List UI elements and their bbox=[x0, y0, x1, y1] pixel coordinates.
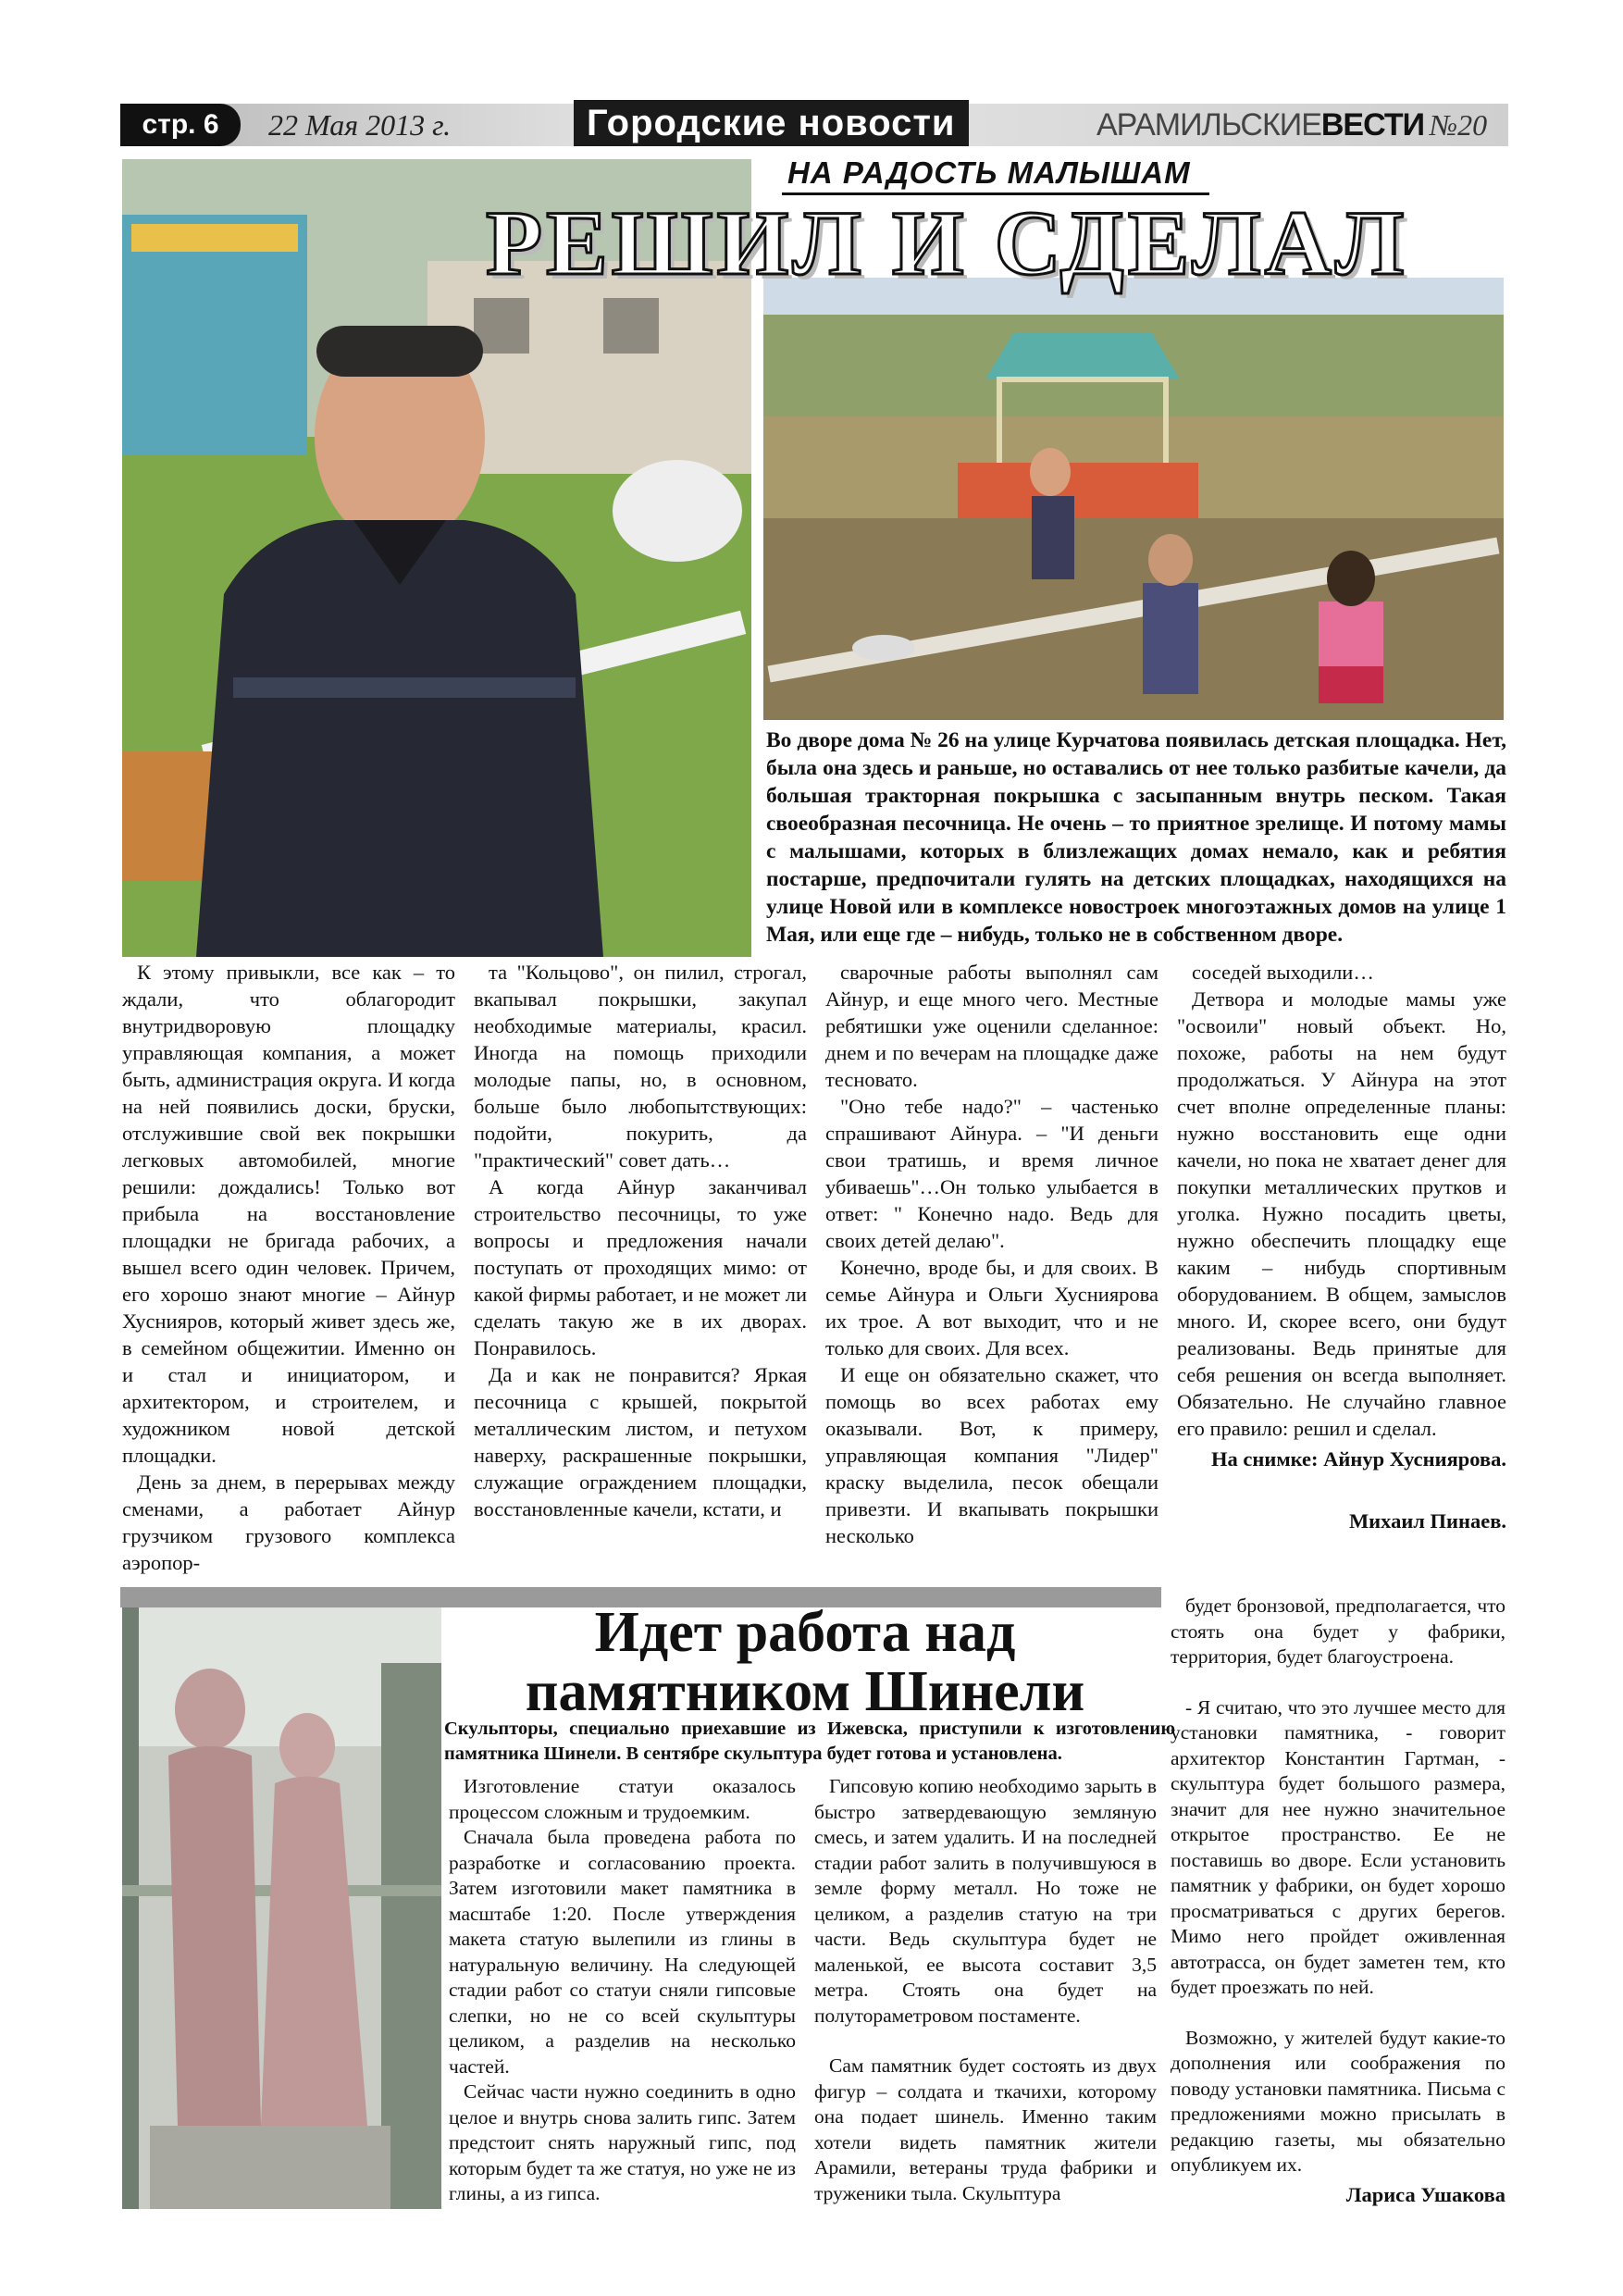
issue-number: №20 bbox=[1430, 108, 1488, 142]
headline-line-1: Идет работа над bbox=[594, 1601, 1016, 1664]
issue-date: 22 Мая 2013 г. bbox=[268, 108, 452, 142]
paragraph: И еще он обязательно скажет, что помощь во всех работах ему оказывали. Вот, к примеру, управляющая компания "Лидер" краску выделила, песок обещали привезти. И вкапывать покрышки несколько bbox=[825, 1363, 1158, 1547]
article2-column-2 bbox=[814, 1774, 1157, 2206]
paragraph: Изготовление статуи оказалось процессом сложным и трудоемким. bbox=[449, 1775, 796, 1823]
author-signature: Михаил Пинаев. bbox=[1348, 1509, 1506, 1533]
page-number: стр. 6 bbox=[120, 104, 241, 146]
paragraph: Детвора и молодые мамы уже "освоили" новый объект. Но, похоже, работы на нем будут продолжаться. У Айнура на этот счет вполне определенные планы: нужно восстановить еще одни качели, но пока не хватает денег для покупки металлических прутков и уголка. Нужно посадить цветы, нужно обеспечить площадку еще каким – нибудь спортивным оборудованием. В общем, замыслов много. И, скорее всего, они будут реализованы. Ведь принятые для себя решения он всегда выполняет. Обязательно. Не случайно главное его правило: решил и сделал. bbox=[1177, 987, 1506, 1440]
photo-playground bbox=[763, 278, 1504, 720]
article1-column-2 bbox=[474, 959, 807, 1522]
paragraph: Возможно, у жителей будут какие-то дополнения или соображения по поводу установки памятника. Письма с предложениями можно присылать в редакцию газеты, мы обязательно опубликуем их. bbox=[1171, 2026, 1505, 2176]
headline-line-2: памятником Шинели bbox=[525, 1660, 1085, 1723]
article2-column-1 bbox=[449, 1774, 796, 2207]
article2-lead: Скульпторы, специально приехавшие из Ижевска, приступили к изготовлению памятника Шинели. В сентябре скульптура будет готова и установлена. bbox=[444, 1719, 1175, 1764]
article-kicker: НА РАДОСТЬ МАЛЫШАМ bbox=[782, 155, 1209, 195]
paragraph: Сам памятник будет состоять из двух фигур – солдата и ткачихи, которому она подает шинель. Именно таким хотели видеть памятник жители Арамили, ветераны труда фабрики и труженики тыла. Скульптура bbox=[814, 2054, 1157, 2204]
article-headline: РЕШИЛ И СДЕЛАЛ bbox=[486, 192, 1408, 294]
article1-column-4 bbox=[1177, 959, 1506, 1534]
paragraph: соседей выходили… bbox=[1192, 961, 1374, 984]
paragraph: будет бронзовой, предполагается, что стоять она будет у фабрики, территория, будет благоустроена. bbox=[1171, 1595, 1505, 1668]
paragraph: - Я считаю, что это лучшее место для установки памятника, - говорит архитектор Константин Гартман, - скульптура будет большого размера, значит для нее нужно значительное открытое пространство. Ее не поставишь во дворе. Если установить памятник у фабрики, он будет хорошо просматриваться с других берегов. Мимо него пройдет оживленная автотрасса, он будет заметен тем, кто будет проезжать по ней. bbox=[1171, 1695, 1505, 1998]
article2-column-3 bbox=[1171, 1594, 1505, 2207]
article2-headline bbox=[435, 1603, 1175, 1721]
photo-statue bbox=[122, 1607, 441, 2209]
paragraph: К этому привыкли, все как – то ждали, что облагородит внутридворовую площадку управляющая компания, а может быть, администрация округа. И когда на ней появились доски, бруски, отслужившие свой век покрышки легковых автомобилей, многие решили: дождались! Только вот прибыла на восстановление площадки не бригада рабочих, а вышел всего один человек. Причем, его хорошо знают многие – Айнур Хуснияров, который живет здесь же, в семейном общежитии. Именно он и стал и инициатором, и архитектором, и строителем, и художником новой детской площадки. bbox=[122, 961, 455, 1467]
paragraph: Гипсовую копию необходимо зарыть в быстро затвердевающую земляную смесь, и затем удалить. И на последней стадии работ залить в получившуюся в земле форму металл. Но тоже не целиком, а разделив статую на три части. Ведь скульптура будет не маленькой, ее высота составит 3,5 метра. Стоять она будет на полутораметровом постаменте. bbox=[814, 1775, 1157, 2027]
section-title: Городские новости bbox=[574, 100, 969, 146]
photo-caption: Во дворе дома № 26 на улице Курчатова появилась детская площадка. Нет, была она здесь и раньше, но оставались от нее только разбитые качели, да большая тракторная покрышка с засыпанным внутрь песком. Такая своеобразная песочница. Не очень – то приятное зрелище. И потому мамы с малышами, которых в близлежащих домах немало, как и ребятия постарше, предпочитали гулять на детских площадках, находящихся на улице Новой или в комплексе новостроек многоэтажных домов на улице 1 Мая, или еще где – нибудь, только не в собственном дворе. bbox=[766, 728, 1506, 947]
paragraph: Сначала была проведена работа по разработке и согласованию проекта. Затем изготовили макет памятника в масштабе 1:20. После утверждения макета статую вылепили из глины в натуральную величину. На следующей стадии работ со статуи сняли гипсовые слепки, но не со всей скульптуры целиком, а разделив на несколько частей. bbox=[449, 1826, 796, 2078]
article1-column-3 bbox=[825, 959, 1158, 1549]
paragraph: Сейчас части нужно соединить в одно целое и внутрь снова залить гипс. Затем предстоит снять наружный гипс, под которым будет та же статуя, но уже не из глины, а из гипса. bbox=[449, 2080, 796, 2204]
paragraph: День за днем, в перерывах между сменами, а работает Айнур грузчиком грузового комплекса аэропор- bbox=[122, 1471, 455, 1574]
newspaper-name: АРАМИЛЬСКИЕВЕСТИ bbox=[1096, 107, 1425, 143]
paragraph: Да и как не понравится? Яркая песочница с крышей, покрытой металлическим листом, и петухом наверху, раскрашенные покрышки, служащие ограждением площадки, восстановленные качели, кстати, и bbox=[474, 1363, 807, 1520]
paragraph: Конечно, вроде бы, и для своих. В семье Айнура и Ольги Хусниярова их трое. А вот выходит, что и не только для своих. Для всех. bbox=[825, 1256, 1158, 1359]
paragraph: та "Кольцово", он пилил, строгал, вкапывал покрышки, закупал необходимые материалы, красил. Иногда на помощь приходили молодые папы, но, в основном, больше было любопытствующих: подойти, покурить, да "практический" совет дать… bbox=[474, 961, 807, 1172]
author-signature: Лариса Ушакова bbox=[1345, 2182, 1505, 2206]
paragraph: "Оно тебе надо?" – частенько спрашивают Айнура. – "И деньги свои тратишь, и время личное убиваешь"…Он только улыбается в ответ: " Конечно надо. Ведь для своих детей делаю". bbox=[825, 1095, 1158, 1252]
paragraph: сварочные работы выполнял сам Айнур, и еще много чего. Местные ребятишки уже оценили сделанное: днем и по вечерам на площадке даже тесновато. bbox=[825, 961, 1158, 1091]
article1-column-1 bbox=[122, 959, 455, 1576]
photo-note: На снимке: Айнур Хусниярова. bbox=[1211, 1447, 1506, 1471]
paragraph: А когда Айнур заканчивал строительство песочницы, то уже вопросы и предложения начали поступать от проходящих мимо: от какой фирмы работает, и не может ли сделать такую же в их дворах. Понравилось. bbox=[474, 1175, 807, 1359]
